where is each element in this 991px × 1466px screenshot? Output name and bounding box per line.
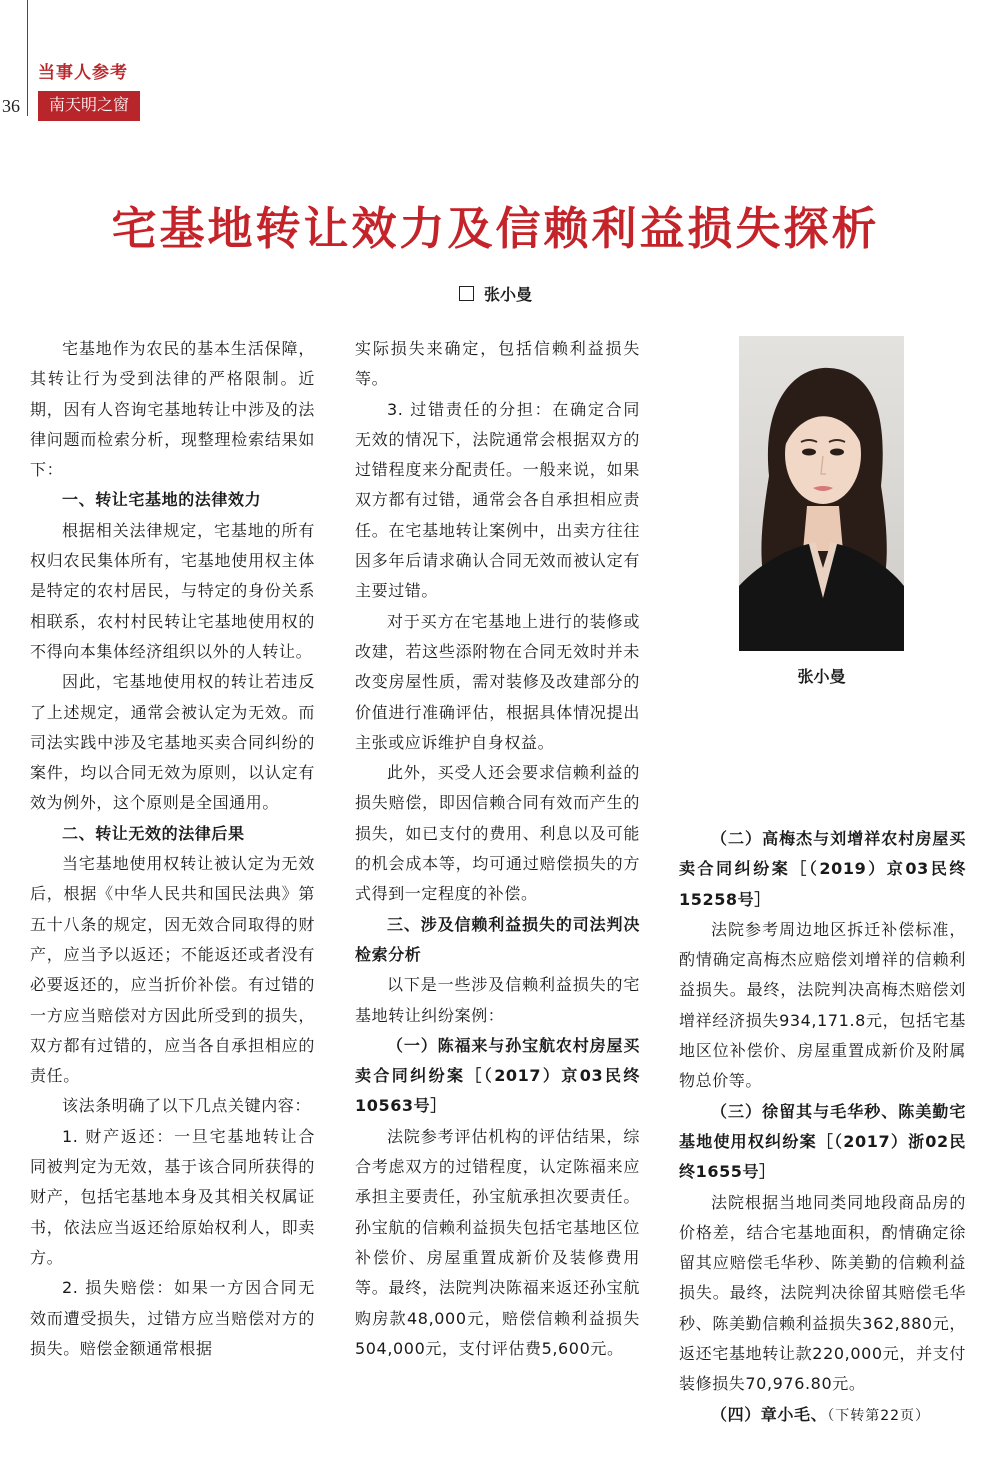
paragraph: 法院参考评估机构的评估结果，综合考虑双方的过错程度，认定陈福来应承担主要责任，孙宝航承担次要责任。孙宝航的信赖利益损失包括宅基地区位补偿价、房屋重置成新价及装修费用等。最终，法院判决陈福来返还孙宝航购房款48,000元，赔偿信赖利益损失504,000元，支付评估费5,600元。 (355, 1126, 640, 1358)
paragraph: 以下是一些涉及信赖利益损失的宅基地转让纠纷案例： (355, 975, 640, 1025)
photo-caption: 张小曼 (797, 667, 846, 686)
author-line (0, 282, 991, 305)
page-number: 36 (2, 96, 20, 116)
case-heading-continued (679, 1400, 966, 1431)
author-photo (739, 336, 904, 651)
section-heading: 三、涉及信赖利益损失的司法判决检索分析 (355, 914, 640, 964)
paragraph: 3. 过错责任的分担：在确定合同无效的情况下，法院通常会根据双方的过错程度来分配责任。一般来说，如果双方都有过错，通常会各自承担相应责任。在宅基地转让案例中，出卖方往往因多年后请求确认合同无效而被认定有主要过错。 (355, 399, 640, 601)
paragraph: 此外，买受人还会要求信赖利益的损失赔偿，即因信赖合同有效而产生的损失，如已支付的费用、利息以及可能的机会成本等，均可通过赔偿损失的方式得到一定程度的补偿。 (355, 763, 640, 904)
case-heading-start: （四）章小毛、 (711, 1404, 828, 1424)
case-heading: （二）高梅杰与刘增祥农村房屋买卖合同纠纷案［（2019）京03民终15258号］ (679, 829, 966, 909)
paragraph: 对于买方在宅基地上进行的装修或改建，若这些添附物在合同无效时并未改变房屋性质，需对装修及改建部分的价值进行准确评估，根据具体情况提出主张或应诉维护自身权益。 (355, 611, 640, 752)
author-square-icon (459, 286, 474, 301)
section-heading: 一、转让宅基地的法律效力 (62, 490, 262, 510)
case-heading: （一）陈福来与孙宝航农村房屋买卖合同纠纷案［（2017）京03民终10563号］ (355, 1035, 640, 1116)
section-label: 当事人参考 (38, 63, 128, 83)
column-badge: 南天明之窗 (38, 91, 140, 121)
paragraph: 当宅基地使用权转让被认定为无效后，根据《中华人民共和国民法典》第五十八条的规定，因无效合同取得的财产，应当予以返还；不能返还或者没有必要返还的，应当折价补偿。有过错的一方应当赔偿对方因此所受到的损失，双方都有过错的，应当各自承担相应的责任。 (30, 854, 315, 1086)
header-rule (27, 0, 28, 116)
paragraph: 法院参考周边地区拆迁补偿标准，酌情确定高梅杰应赔偿刘增祥的信赖利益损失。最终，法院判决高梅杰赔偿刘增祥经济损失934,171.8元，包括宅基地区位补偿价、房屋重置成新价及附属物总价等。 (679, 919, 966, 1091)
paragraph: 该法条明确了以下几点关键内容： (62, 1096, 312, 1116)
portrait-illustration (739, 336, 904, 651)
section-heading: 二、转让无效的法律后果 (62, 823, 245, 843)
author-name: 张小曼 (483, 285, 532, 304)
column-1 (30, 334, 315, 1364)
column-3 (679, 824, 966, 1431)
case-heading: （三）徐留其与毛华秒、陈美勤宅基地使用权纠纷案［（2017）浙02民终1655号］ (679, 1101, 966, 1182)
article-title: 宅基地转让效力及信赖利益损失探析 (111, 202, 880, 255)
column-2 (355, 334, 640, 1364)
paragraph: 实际损失来确定，包括信赖利益损失等。 (355, 339, 640, 389)
paragraph: 根据相关法律规定，宅基地的所有权归农民集体所有，宅基地使用权主体是特定的农村居民，与特定的身份关系相联系，农村村民转让宅基地使用权的不得向本集体经济组织以外的人转让。 (30, 520, 315, 661)
paragraph: 1. 财产返还：一旦宅基地转让合同被判定为无效，基于该合同所获得的财产，包括宅基地本身及其相关权属证书，依法应当返还给原始权利人，即卖方。 (30, 1126, 315, 1267)
paragraph: 2. 损失赔偿：如果一方因合同无效而遭受损失，过错方应当赔偿对方的损失。赔偿金额通常根据 (30, 1278, 315, 1358)
continued-note: （下转第22页） (827, 1407, 931, 1424)
paragraph: 因此，宅基地使用权的转让若违反了上述规定，通常会被认定为无效。而司法实践中涉及宅基地买卖合同纠纷的案件，均以合同无效为原则，以认定有效为例外，这个原则是全国通用。 (30, 672, 315, 813)
paragraph: 宅基地作为农民的基本生活保障，其转让行为受到法律的严格限制。近期，因有人咨询宅基地转让中涉及的法律问题而检索分析，现整理检索结果如下： (30, 339, 315, 480)
paragraph: 法院根据当地同类同地段商品房的价格差，结合宅基地面积，酌情确定徐留其应赔偿毛华秒、陈美勤的信赖利益损失。最终，法院判决徐留其赔偿毛华秒、陈美勤信赖利益损失362,880元，返还宅基地转让款220,000元，并支付装修损失70,976.80元。 (679, 1192, 966, 1394)
